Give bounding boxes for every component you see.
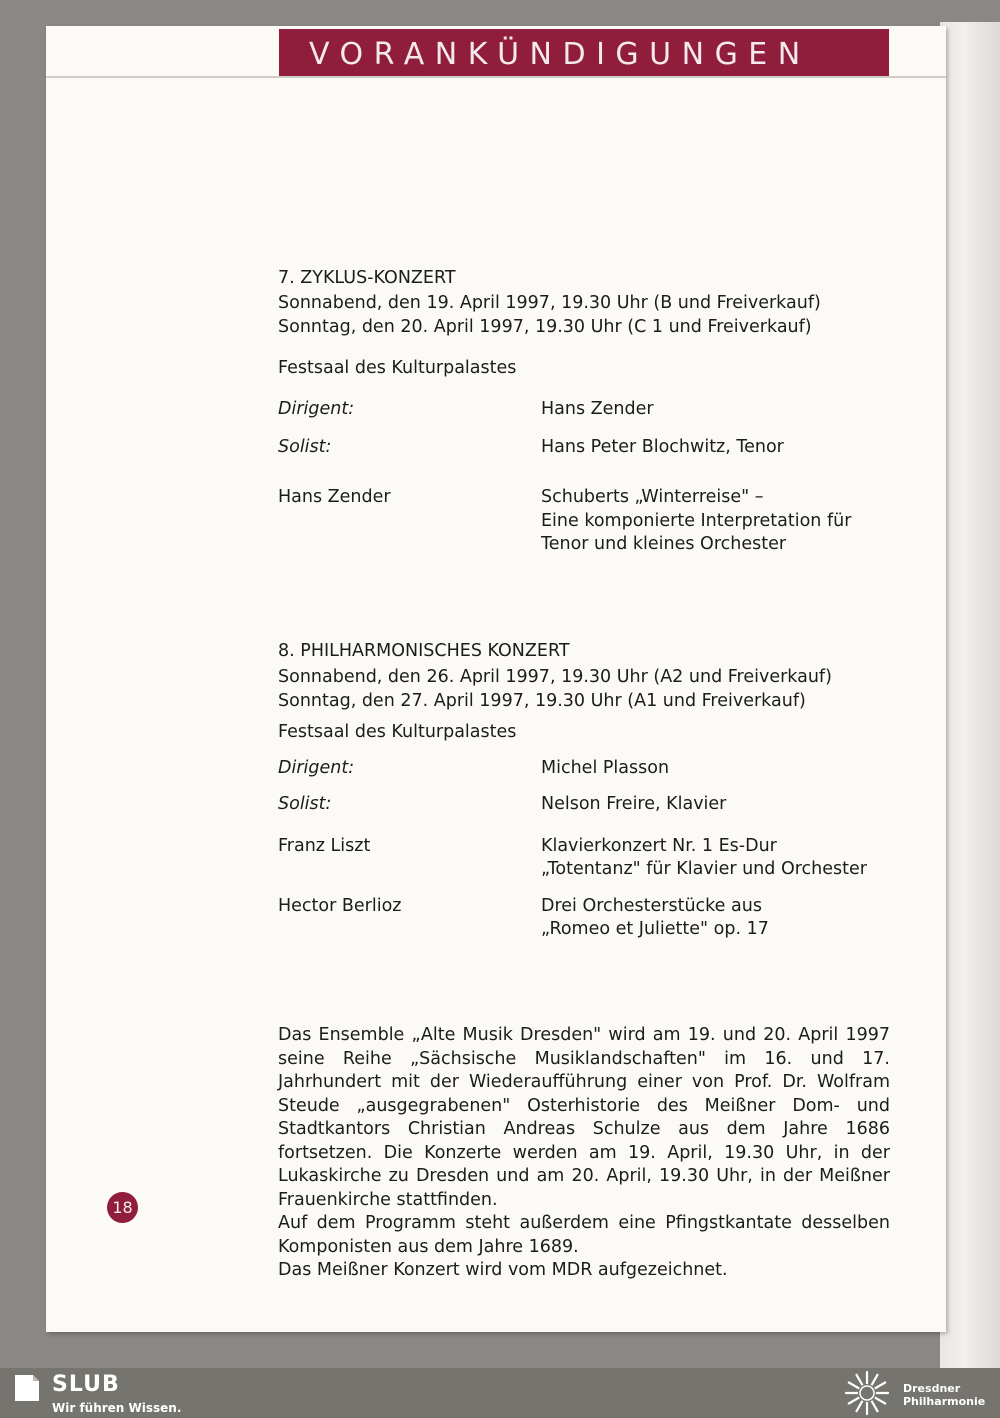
concert8-composer1: Franz Liszt <box>278 836 371 856</box>
concert8-date2: Sonntag, den 27. April 1997, 19.30 Uhr (A1 und Freiverkauf) <box>278 691 806 711</box>
concert8-soloist-label: Solist: <box>278 794 332 814</box>
concert7-venue: Festsaal des Kulturpalastes <box>278 358 517 378</box>
concert8-work1-line2: „Totentanz" für Klavier und Orchester <box>541 859 867 879</box>
concert8-conductor-label: Dirigent: <box>278 758 355 778</box>
dresdner-philharmonie-logo-text: Dresdner Philharmonie <box>903 1382 986 1408</box>
ensemble-notice <box>278 1024 890 1283</box>
concert7-title: 7. ZYKLUS-KONZERT <box>278 268 456 288</box>
concert8-date1: Sonnabend, den 26. April 1997, 19.30 Uhr (A2 und Freiverkauf) <box>278 667 832 687</box>
page-title: VORANKÜNDIGUNGEN <box>309 37 811 72</box>
concert8-soloist: Nelson Freire, Klavier <box>541 794 727 814</box>
concert7-soloist: Hans Peter Blochwitz, Tenor <box>541 437 784 457</box>
concert8-work2-line1: Drei Orchesterstücke aus <box>541 896 762 916</box>
concert7-soloist-label: Solist: <box>278 437 332 457</box>
notice-paragraph-2: Auf dem Programm steht außerdem eine Pfingstkantate desselben Komponisten aus dem Jahre 1689. <box>278 1213 890 1257</box>
concert8-work2-line2: „Romeo et Juliette" op. 17 <box>541 919 769 939</box>
slub-logo-text: SLUB <box>52 1372 120 1397</box>
concert8-work1-line1: Klavierkonzert Nr. 1 Es-Dur <box>541 836 777 856</box>
concert7-work-line2: Eine komponierte Interpretation für <box>541 511 852 531</box>
slub-tagline: Wir führen Wissen. <box>52 1401 182 1415</box>
notice-paragraph-1: Das Ensemble „Alte Musik Dresden" wird am 19. und 20. April 1997 seine Reihe „Sächsische Musiklandschaften" im 16. und 17. Jahrhundert mit der Wiederaufführung einer von Prof. Dr. Wolfram Steude „ausgegrabenen" Osterhistorie des Meißner Dom- und Stadtkantors Christian Andreas Schulze aus dem Jahre 1686 fortsetzen. Die Konzerte werden am 19. April, 19.30 Uhr, in der Lukaskirche zu Dresden und am 20. April, 19.30 Uhr, in der Meißner Frauenkirche stattfinden. <box>278 1025 890 1210</box>
concert7-work-line1: Schuberts „Winterreise" – <box>541 487 764 507</box>
concert7-conductor: Hans Zender <box>541 399 654 419</box>
concert8-title: 8. PHILHARMONISCHES KONZERT <box>278 641 570 661</box>
page-number-badge: 18 <box>107 1192 138 1223</box>
concert7-work-line3: Tenor und kleines Orchester <box>541 534 787 554</box>
concert8-composer2: Hector Berlioz <box>278 896 402 916</box>
slub-logo-icon <box>13 1373 41 1403</box>
next-page-edge <box>940 22 1000 1368</box>
concert8-venue: Festsaal des Kulturpalastes <box>278 722 517 742</box>
concert7-composer: Hans Zender <box>278 487 391 507</box>
concert7-conductor-label: Dirigent: <box>278 399 355 419</box>
brochure-page <box>46 26 946 1332</box>
page-content <box>46 26 946 1332</box>
dresdner-philharmonie-sunburst-icon <box>841 1370 893 1416</box>
concert7-date1: Sonnabend, den 19. April 1997, 19.30 Uhr (B und Freiverkauf) <box>278 293 821 313</box>
viewer-footer-bar <box>0 1368 1000 1418</box>
concert7-date2: Sonntag, den 20. April 1997, 19.30 Uhr (C 1 und Freiverkauf) <box>278 317 812 337</box>
concert8-conductor: Michel Plasson <box>541 758 670 778</box>
notice-paragraph-3: Das Meißner Konzert wird vom MDR aufgezeichnet. <box>278 1260 728 1280</box>
